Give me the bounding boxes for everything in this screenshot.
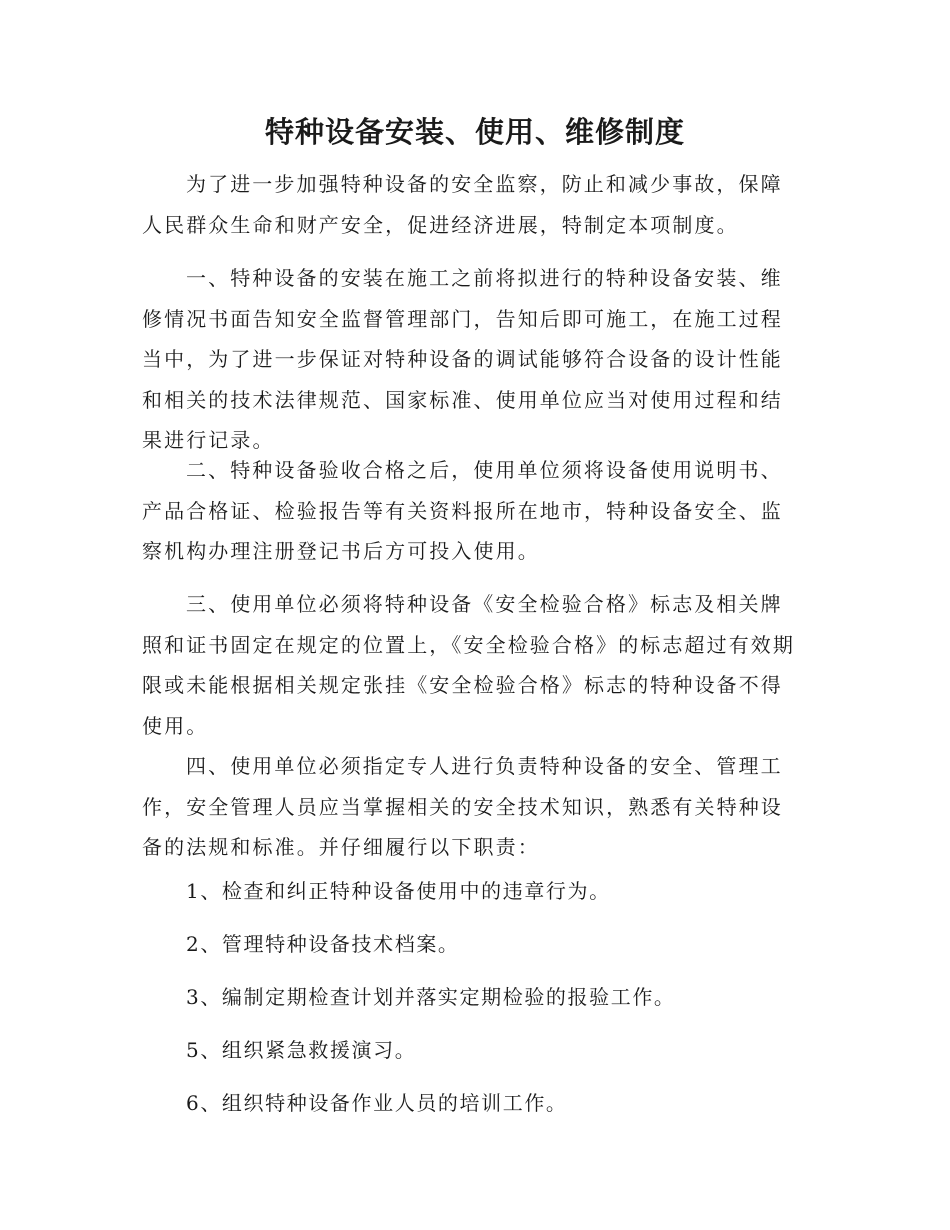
clause-1-paragraph: 一、特种设备的安装在施工之前将拟进行的特种设备安装、维修情况书面告知安全监督管理部门，告知后即可施工，在施工过程当中，为了进一步保证对特种设备的调试能够符合设备的设计性能和相关的技术法律规范、国家标准、使用单位应当对使用过程和结果进行记录。 bbox=[142, 266, 783, 452]
document-title: 特种设备安装、使用、维修制度 bbox=[264, 115, 685, 149]
duty-list-item-5: 5、组织紧急救援演习。 bbox=[186, 1038, 417, 1062]
duty-list-item-3: 3、编制定期检查计划并落实定期检验的报验工作。 bbox=[186, 985, 676, 1009]
clause-3-paragraph: 三、使用单位必须将特种设备《安全检验合格》标志及相关牌照和证书固定在规定的位置上，《安全检验合格》的标志超过有效期限或未能根据相关规定张挂《安全检验合格》标志的特种设备不得使用。 bbox=[142, 592, 795, 738]
intro-paragraph: 为了进一步加强特种设备的安全监察，防止和减少事故，保障人民群众生命和财产安全，促进经济进展，特制定本项制度。 bbox=[142, 172, 783, 237]
duty-list-item-6: 6、组织特种设备作业人员的培训工作。 bbox=[186, 1091, 568, 1115]
duty-list-item-1: 1、检查和纠正特种设备使用中的违章行为。 bbox=[186, 879, 611, 903]
clause-4-paragraph: 四、使用单位必须指定专人进行负责特种设备的安全、管理工作，安全管理人员应当掌握相关的安全技术知识，熟悉有关特种设备的法规和标准。并仔细履行以下职责： bbox=[142, 754, 783, 859]
clause-2-paragraph: 二、特种设备验收合格之后，使用单位须将设备使用说明书、产品合格证、检验报告等有关资料报所在地市，特种设备安全、监察机构办理注册登记书后方可投入使用。 bbox=[142, 458, 783, 563]
duty-list-item-2: 2、管理特种设备技术档案。 bbox=[186, 932, 460, 956]
